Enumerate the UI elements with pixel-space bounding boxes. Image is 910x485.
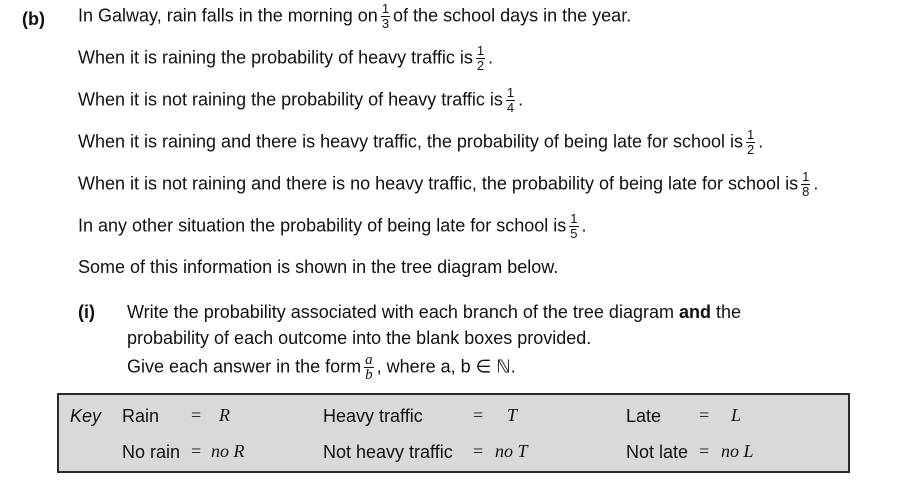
fraction-denominator: 4 bbox=[506, 100, 515, 115]
intro-text-after: of the school days in the year. bbox=[393, 5, 632, 26]
statement-text: In any other situation the probability of being late for school is bbox=[78, 215, 567, 236]
statement-line bbox=[78, 128, 763, 157]
key-no-traffic-name: Not heavy traffic bbox=[323, 442, 453, 462]
fraction-numerator: 1 bbox=[570, 211, 578, 226]
fraction-denominator: b bbox=[365, 367, 373, 383]
part-b-label: (b) bbox=[22, 9, 45, 29]
statement-fraction bbox=[746, 128, 755, 157]
key-no-rain-symbol: no R bbox=[211, 441, 245, 461]
part-i-bold-and: and bbox=[678, 302, 711, 322]
key-late-eq: = bbox=[699, 405, 710, 425]
fraction-denominator: 5 bbox=[570, 226, 578, 241]
fraction-numerator: 1 bbox=[747, 127, 755, 142]
statement-text: When it is raining and there is heavy traffic, the probability of being late for school is bbox=[78, 131, 744, 152]
statement-fraction bbox=[476, 44, 485, 73]
key-traffic-eq: = bbox=[473, 405, 484, 425]
key-traffic-symbol: T bbox=[507, 405, 518, 425]
statement-text: When it is not raining the probability of heavy traffic is bbox=[78, 89, 503, 110]
statement-period: . bbox=[518, 89, 524, 110]
key-late-symbol: L bbox=[731, 405, 742, 425]
statement-line bbox=[78, 170, 818, 199]
part-i-line2: probability of each outcome into the blank boxes provided. bbox=[127, 328, 592, 348]
key-not-late-symbol: no L bbox=[721, 441, 754, 461]
statement-fraction bbox=[506, 86, 515, 115]
key-no-rain-name: No rain bbox=[122, 442, 181, 462]
statement-text: When it is not raining and there is no heavy traffic, the probability of being late for school is bbox=[78, 173, 799, 194]
fraction-numerator: 1 bbox=[506, 85, 515, 100]
fraction-numerator: 1 bbox=[802, 169, 810, 184]
form-fraction bbox=[364, 353, 374, 382]
fraction-denominator: 8 bbox=[802, 184, 810, 199]
part-i-label: (i) bbox=[78, 302, 95, 322]
key-not-late-name: Not late bbox=[626, 442, 689, 462]
key-box bbox=[57, 393, 850, 473]
fraction-numerator: 1 bbox=[381, 1, 390, 16]
statement-fraction bbox=[801, 170, 810, 199]
key-no-rain-eq: = bbox=[191, 441, 202, 461]
key-late-name: Late bbox=[626, 406, 662, 426]
fraction-denominator: 2 bbox=[747, 142, 755, 157]
key-traffic-name: Heavy traffic bbox=[323, 406, 423, 426]
part-i-line3 bbox=[127, 353, 516, 382]
statement-fraction bbox=[569, 212, 578, 241]
statement-period: . bbox=[581, 215, 587, 236]
statement-period: . bbox=[488, 47, 494, 68]
statement-line bbox=[78, 86, 523, 115]
intro-line bbox=[78, 2, 631, 31]
key-not-late-eq: = bbox=[699, 441, 710, 461]
statement-period: . bbox=[758, 131, 764, 152]
part-i-form-condition: , where a, b ∈ ℕ. bbox=[376, 356, 516, 377]
key-rain-symbol: R bbox=[219, 405, 230, 425]
part-i-line1 bbox=[127, 301, 741, 323]
part-i-text-end: the bbox=[716, 302, 742, 322]
key-rain-eq: = bbox=[191, 405, 202, 425]
statement-period: . bbox=[813, 173, 819, 194]
fraction-numerator: 1 bbox=[476, 43, 485, 58]
part-i-text: Write the probability associated with each branch of the tree diagram bbox=[127, 302, 674, 322]
info-line: Some of this information is shown in the tree diagram below. bbox=[78, 257, 559, 277]
part-i-form-text: Give each answer in the form bbox=[127, 356, 362, 377]
statement-line bbox=[78, 212, 587, 241]
statement-line bbox=[78, 44, 493, 73]
key-no-traffic-eq: = bbox=[473, 441, 484, 461]
statement-text: When it is raining the probability of heavy traffic is bbox=[78, 47, 473, 68]
intro-text-before: In Galway, rain falls in the morning on bbox=[78, 5, 378, 26]
fraction-denominator: 3 bbox=[381, 16, 390, 31]
key-label: Key bbox=[70, 406, 102, 426]
intro-fraction bbox=[381, 2, 390, 31]
fraction-denominator: 2 bbox=[476, 58, 485, 73]
fraction-numerator: a bbox=[365, 352, 373, 368]
key-rain-name: Rain bbox=[122, 406, 160, 426]
key-no-traffic-symbol: no T bbox=[495, 441, 528, 461]
